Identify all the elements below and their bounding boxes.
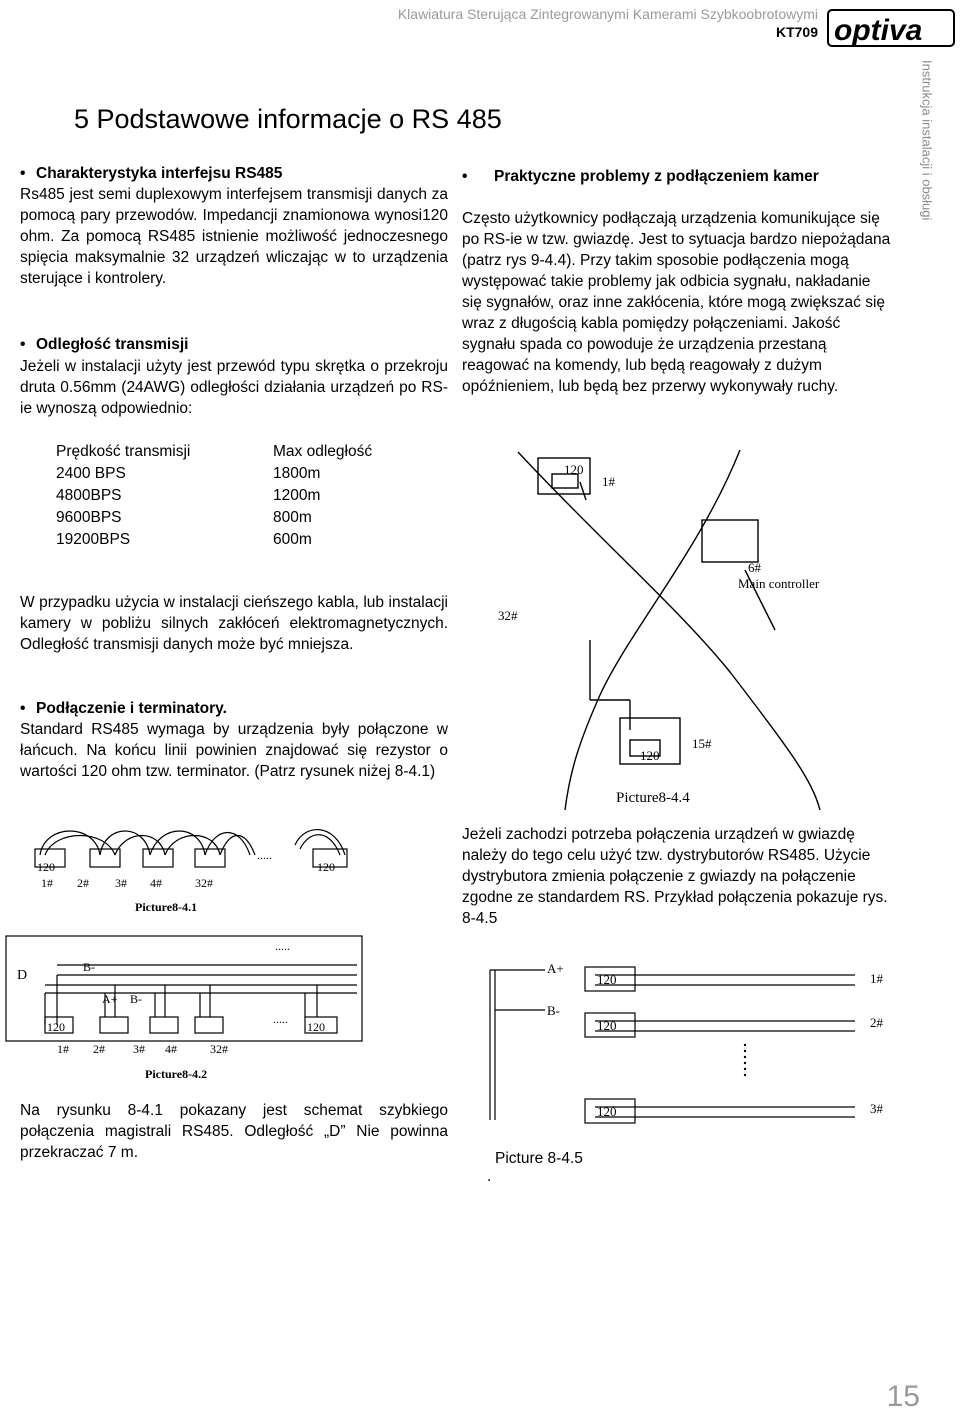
svg-text:2#: 2# [93, 1042, 105, 1056]
s4-text: Często użytkownicy podłączają urządzenia komunikujące się po RS-ie w tzw. gwiazdę. Jest to sytuacja bardzo niepożądana (patrz rys 9-4.4). Przy takim sposobie podłączenia mogą występować takie problemy jak odbicia sygnału, nakładanie się sygnałów, oraz inne zakłócenia, które mogą zwiększać się wraz z długością kabla pomiędzy połączeniami. Jakość sygnału spada co powoduje że urządzenia przestaną reagować na komendy, lub będą reagowały z dużym opóźnieniem, lub będą bez przerwy wykonywały ruchy. [462, 210, 891, 395]
svg-text:Picture8-4.4: Picture8-4.4 [616, 790, 690, 806]
svg-text:120: 120 [47, 1020, 65, 1034]
svg-text:32#: 32# [210, 1042, 228, 1056]
svg-text:B-: B- [130, 992, 142, 1006]
svg-text:1#: 1# [57, 1042, 69, 1056]
table-header-row [46, 441, 372, 463]
s2-text: Jeżeli w instalacji użyty jest przewód typu skrętka o przekroju druta 0.56mm (24AWG) odległości działania urządzeń po RS-ie wynoszą odpowiednio: [20, 358, 448, 417]
svg-text:32#: 32# [195, 876, 213, 890]
s2-heading: • Odległość transmisji [20, 334, 188, 355]
svg-text:1#: 1# [602, 474, 615, 489]
svg-text:32#: 32# [498, 608, 518, 623]
page-title: 5 Podstawowe informacje o RS 485 [74, 104, 502, 134]
table-row: 19200BPS 600m [56, 531, 312, 548]
svg-text:120: 120 [307, 1020, 325, 1034]
s3-text: Standard RS485 wymaga by urządzenia były połączone w łańcuch. Na końcu linii powinien znajdować się rezystor o wartości 120 ohm tzw. terminator. (Patrz rysunek niżej 8-4.1) [20, 721, 448, 780]
svg-text:120: 120 [597, 1018, 617, 1033]
svg-text:3#: 3# [133, 1042, 145, 1056]
col-distance-header: Max odległość [273, 443, 373, 460]
svg-text:B-: B- [547, 1003, 560, 1018]
svg-text:6#: 6# [748, 560, 761, 575]
table-row: 9600BPS 800m [56, 509, 312, 526]
svg-text:3#: 3# [115, 876, 127, 890]
svg-text:Main controller: Main controller [738, 576, 820, 591]
s2-note: W przypadku użycia w instalacji cieńszego kabla, lub instalacji kamery w pobliżu silnych zakłóceń elektromagnetycznych. Odległość transmisji danych może być mniejsza. [20, 594, 448, 653]
s3-heading: • Podłączenie i terminatory. [20, 698, 227, 719]
svg-text:120: 120 [564, 462, 584, 477]
svg-text:2#: 2# [870, 1015, 883, 1030]
svg-text:.....: ..... [273, 1012, 288, 1026]
figure-8-4-5 [485, 955, 905, 1125]
header-title: Klawiatura Sterująca Zintegrowanymi Kamerami Szybkoobrotowymi [397, 6, 818, 22]
table-row: 2400 BPS 1800m [56, 465, 321, 482]
s5-text: Jeżeli zachodzi potrzeba połączenia urządzeń w gwiazdę należy do tego celu użyć tzw. dystrybutorów RS485. Użycie dystrybutora zmienia połączenie z gwiazdy na połączenie zgodne ze standardem RS. Przykład połączenia pokazuje rys. 8-4.5 [462, 826, 888, 927]
svg-text:Picture8-4.1: Picture8-4.1 [135, 900, 198, 914]
svg-text:B-: B- [83, 960, 95, 974]
svg-text:4#: 4# [165, 1042, 177, 1056]
svg-text:120: 120 [640, 748, 660, 763]
svg-text:.....: ..... [275, 939, 290, 953]
svg-text:15#: 15# [692, 736, 712, 751]
figure-8-4-2 [5, 935, 365, 1083]
svg-text:D: D [17, 968, 28, 983]
side-label: Instrukcja instalacji i obsługi [919, 60, 935, 221]
page-number: 15 [886, 1380, 920, 1413]
optiva-logo [826, 2, 956, 52]
svg-text:A+: A+ [102, 992, 118, 1006]
header-model: KT709 [775, 24, 818, 40]
bottom-text: Na rysunku 8-4.1 pokazany jest schemat szybkiego połączenia magistrali RS485. Odległość „D” Nie powinna przekraczać 7 m. [20, 1102, 448, 1161]
figure-8-4-5-caption: Picture 8-4.5 [495, 1150, 583, 1167]
svg-text:2#: 2# [77, 876, 89, 890]
s1-heading: • Charakterystyka interfejsu RS485 [20, 163, 282, 184]
logo-text: optiva [834, 14, 923, 47]
svg-text:Picture8-4.2: Picture8-4.2 [145, 1067, 208, 1081]
svg-text:3#: 3# [870, 1101, 883, 1116]
svg-text:120: 120 [37, 860, 55, 874]
s4-heading: • Praktyczne problemy z podłączeniem kamer [478, 166, 876, 187]
figure-8-4-1 [25, 815, 370, 917]
figure-8-4-4 [490, 450, 860, 810]
col-speed-header: Prędkość transmisji [56, 443, 191, 460]
table-row: 4800BPS 1200m [56, 487, 321, 504]
svg-text:A+: A+ [547, 961, 564, 976]
svg-text:120: 120 [317, 860, 335, 874]
svg-text:1#: 1# [41, 876, 53, 890]
s1-text: Rs485 jest semi duplexowym interfejsem transmisji danych za pomocą pary przewodów. Impedancji znamionowa wynosi120 ohm. Za pomocą RS485 istnienie możliwość jednoczesnego spięcia maksymalnie 32 urządzeń wliczając w to urządzenia sterujące i kontrolery. [20, 186, 448, 287]
caption-dot: . [487, 1168, 492, 1185]
svg-text:1#: 1# [870, 971, 883, 986]
svg-text:120: 120 [597, 1104, 617, 1119]
svg-text:120: 120 [597, 972, 617, 987]
svg-text:4#: 4# [150, 876, 162, 890]
svg-text:.....: ..... [257, 848, 272, 862]
speed-table [46, 441, 372, 551]
